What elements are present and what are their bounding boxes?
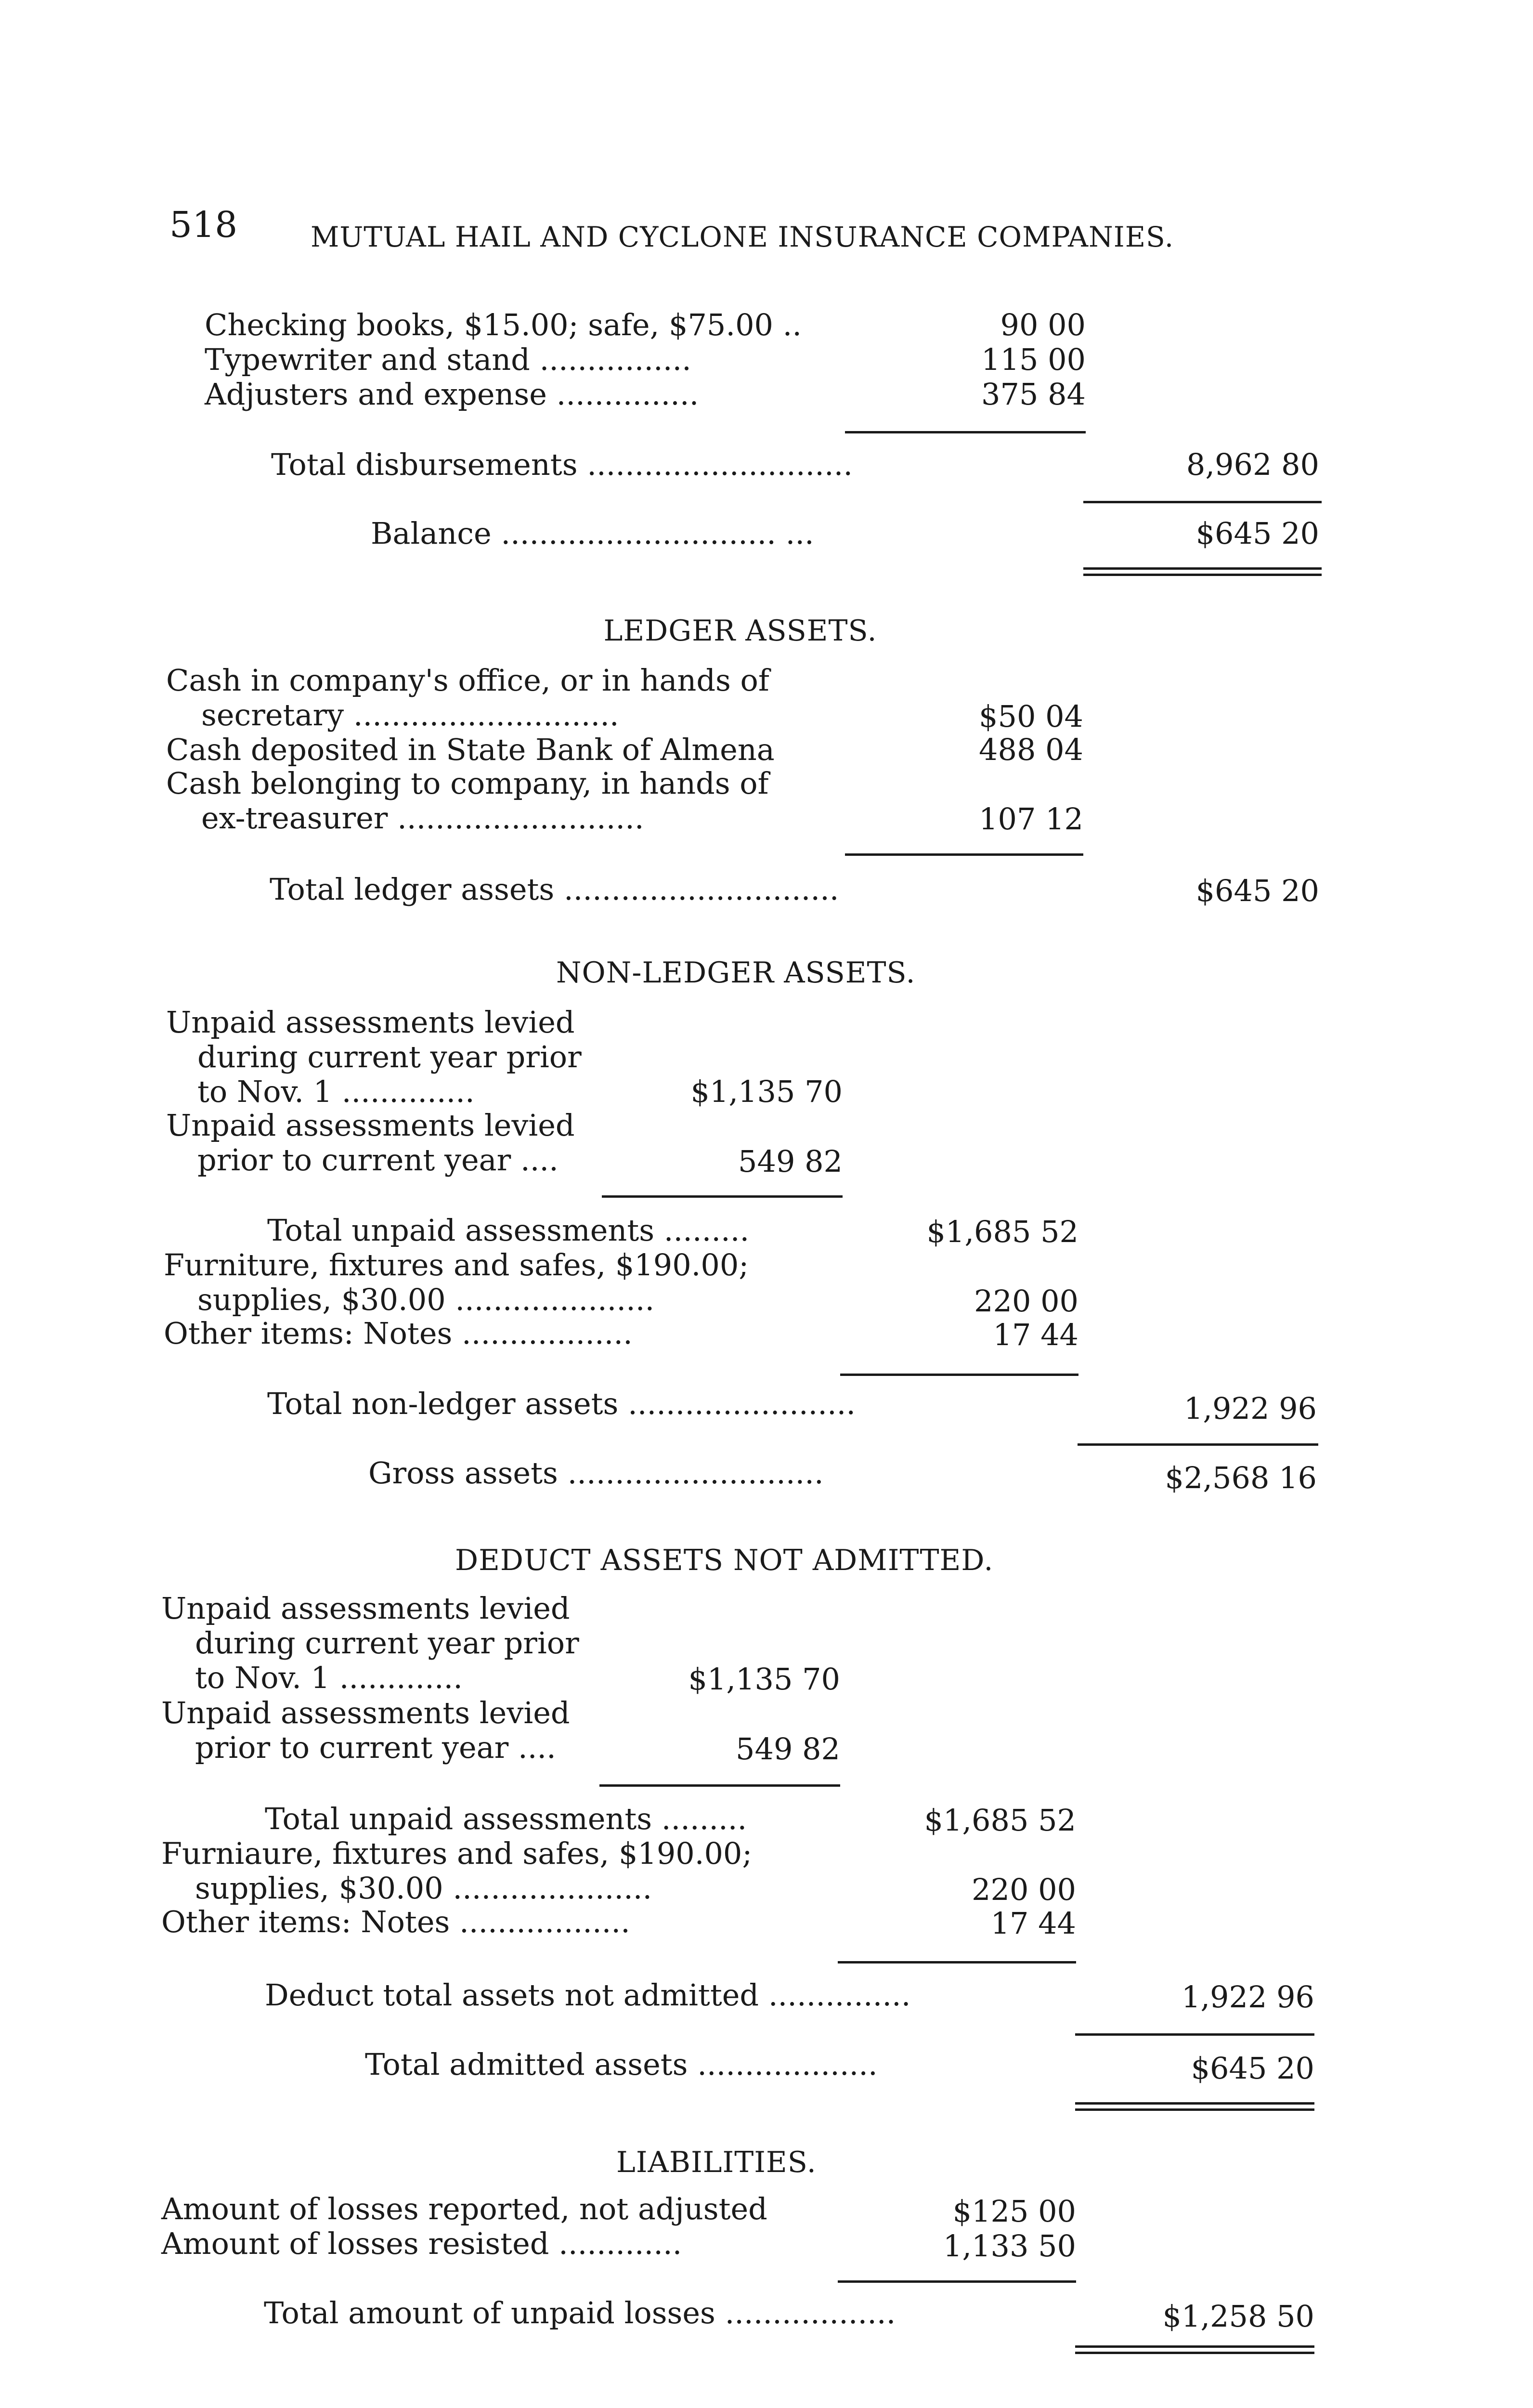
deduct-line: Unpaid assessments levied [161,1695,570,1730]
total-unpaid-label: Total unpaid assessments ......... [267,1213,750,1248]
deduct-amount: 220 00 [972,1872,1076,1907]
total-disbursements-label: Total disbursements ............................ [271,447,853,482]
total-ledger-assets-amount: $645 20 [1195,873,1319,908]
subtotal-rule [840,1374,1078,1376]
deduct-line: Other items: Notes .................. [161,1904,630,1939]
ledger-amount: 488 04 [979,732,1083,767]
deduct-line: during current year prior [195,1625,579,1661]
deduct-total-label: Deduct total assets not admitted ............... [265,1977,911,2013]
disbursement-amount: 375 84 [981,377,1086,412]
ledger-amount: 107 12 [979,801,1083,837]
asset-line: supplies, $30.00 ..................... [197,1282,655,1317]
subtotal-rule [599,1784,840,1787]
deduct-line: Furniaure, fixtures and safes, $190.00; [161,1836,753,1871]
section-heading-deduct-assets: DEDUCT ASSETS NOT ADMITTED. [455,1544,994,1577]
disbursement-amount: 90 00 [1000,307,1086,342]
ledger-line: ex-treasurer .......................... [201,800,644,836]
asset-line: Other items: Notes .................. [164,1316,633,1351]
deduct-amount: 17 44 [990,1906,1076,1941]
ledger-line: Cash in company's office, or in hands of [166,663,769,698]
asset-line: Furniture, fixtures and safes, $190.00; [164,1247,749,1283]
liability-amount: $125 00 [952,2194,1076,2229]
total-rule [1083,501,1322,503]
deduct-total-amount: 1,922 96 [1181,1979,1314,2015]
ledger-line: secretary ............................ [201,697,619,733]
double-rule [1075,2345,1314,2354]
deduct-line: prior to current year .... [195,1730,556,1765]
subtotal-rule [845,853,1083,856]
deduct-line: to Nov. 1 ............. [195,1660,463,1695]
total-admitted-label: Total admitted assets ................... [365,2047,878,2082]
disbursement-label: Adjusters and expense ............... [205,377,699,412]
balance-amount: $645 20 [1195,516,1319,551]
disbursement-label: Typewriter and stand ................ [205,342,691,377]
liability-line: Amount of losses reported, not adjusted [161,2191,767,2226]
deduct-total-unpaid-amount: $1,685 52 [924,1803,1076,1838]
total-disbursements-amount: 8,962 80 [1186,447,1319,482]
deduct-amount: $1,135 70 [688,1662,840,1697]
asset-amount: 220 00 [974,1283,1078,1319]
subtotal-rule [838,2280,1076,2283]
asset-amount: $1,135 70 [690,1074,843,1109]
asset-line: prior to current year .... [197,1142,559,1178]
section-heading-liabilities: LIABILITIES. [616,2146,817,2179]
total-rule [1075,2033,1314,2036]
double-rule [1075,2102,1314,2111]
gross-assets-label: Gross assets ........................... [368,1455,824,1491]
gross-assets-amount: $2,568 16 [1165,1460,1317,1495]
liability-amount: 1,133 50 [943,2228,1076,2264]
double-rule [1083,567,1322,576]
asset-line: Unpaid assessments levied [166,1108,575,1143]
disbursement-amount: 115 00 [981,342,1086,377]
liability-line: Amount of losses resisted ............. [161,2226,682,2261]
asset-line: to Nov. 1 .............. [197,1074,475,1109]
running-title: MUTUAL HAIL AND CYCLONE INSURANCE COMPANIES. [311,221,1174,253]
total-rule [1078,1443,1318,1446]
total-non-ledger-amount: 1,922 96 [1183,1391,1317,1426]
ledger-line: Cash belonging to company, in hands of [166,766,769,801]
asset-line: Unpaid assessments levied [166,1005,575,1040]
total-unpaid-losses-label: Total amount of unpaid losses .................. [264,2295,896,2330]
total-unpaid-amount: $1,685 52 [926,1214,1078,1249]
deduct-total-unpaid-label: Total unpaid assessments ......... [265,1801,747,1836]
asset-line: during current year prior [197,1039,582,1074]
asset-amount: 549 82 [738,1144,843,1179]
page-number: 518 [169,204,238,246]
section-heading-non-ledger-assets: NON-LEDGER ASSETS. [556,956,916,990]
subtotal-rule [845,431,1086,433]
deduct-line: supplies, $30.00 ..................... [195,1871,652,1906]
deduct-line: Unpaid assessments levied [161,1591,570,1626]
total-non-ledger-label: Total non-ledger assets ........................ [267,1386,856,1421]
section-heading-ledger-assets: LEDGER ASSETS. [603,614,877,648]
total-ledger-assets-label: Total ledger assets ............................. [270,872,839,907]
asset-amount: 17 44 [993,1317,1078,1352]
balance-label: Balance ............................. ... [371,516,814,551]
subtotal-rule [838,1961,1076,1963]
total-admitted-amount: $645 20 [1191,2051,1314,2086]
subtotal-rule [602,1195,843,1198]
ledger-line: Cash deposited in State Bank of Almena [166,732,775,767]
ledger-amount: $50 04 [979,699,1083,734]
deduct-amount: 549 82 [736,1731,840,1767]
total-unpaid-losses-amount: $1,258 50 [1162,2299,1314,2334]
disbursement-label: Checking books, $15.00; safe, $75.00 .. [205,307,802,342]
